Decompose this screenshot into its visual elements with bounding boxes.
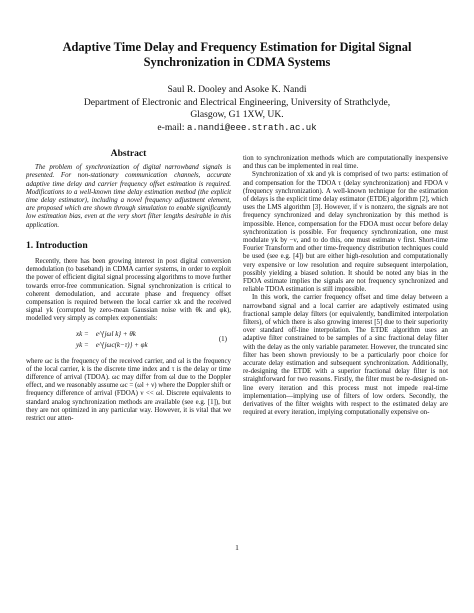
eq-rhs-x: e^{jωl k} + θk: [95, 329, 136, 338]
email-line: [0, 122, 474, 135]
section-1-heading: 1. Introduction: [26, 239, 88, 251]
address: Glasgow, G1 1XW, UK.: [190, 109, 284, 120]
title-line-1: Adaptive Time Delay and Frequency Estimation for Digital Signal: [62, 40, 412, 54]
intro-paragraph-1: Recently, there has been growing interest in post digital conversion demodulation (to baseband) in CDMA carrier systems, in order to exploit the power of efficient digital signal processing algorithms to move further towards error-free communication. Signal synchronization is critical to coherent demodulation, and accurate phase and frequency offset compensation is required between the local carrier xk and the received signal yk (corrupted by zero-mean Gaussian noise with θk and φk), modelled very simply as complex exponentials:: [26, 258, 231, 323]
equation-row-y: [76, 341, 148, 349]
author-names: Saul R. Dooley and Asoke K. Nandi: [167, 84, 307, 95]
equation-1: [26, 330, 231, 352]
intro-paragraph-2: where ωc is the frequency of the received carrier, and ωl is the frequency of the local carrier, k is the discrete time index and τ is the delay or time difference of arrival (TDOA). ωc may differ from ωl due to the Doppler effect, and we reasonably assume ωc = (ωl + ν) where the Doppler shift or frequency difference of arrival (FDOA) ν << ωl. Discrete equivalents to standard analog synchronization methods are available (see e.g. [1]), but they are not optimized in any particular way. However, it is vital that we restrict our atten-: [26, 357, 231, 423]
eq-lhs-y: yk =: [76, 340, 89, 349]
equation-row-x: [76, 330, 136, 338]
email-label: e-mail:: [157, 121, 185, 133]
abstract-text: The problem of synchronization of digital narrowband signals is presented. For non-stationary communication channels, accurate adaptive time delay and carrier frequency offset estimation is required. Modifications to a well-known time delay estimation method (the explicit time delay estimator), including a novel frequency adjustment element, are proposed which are shown through simulation to enable significantly low estimation bias, even at the very short filter lengths desirable in this application.: [26, 164, 231, 229]
title-line-2: Synchronization in CDMA Systems: [143, 55, 331, 69]
affiliation: Department of Electronic and Electrical Engineering, University of Strathclyde,: [83, 96, 391, 108]
left-column: [26, 150, 231, 423]
eq-rhs-y: e^{jωc(k−τ)} + φk: [95, 340, 148, 349]
right-paragraph-3: In this work, the carrier frequency offset and time delay between a narrowband signal and a local carrier are adaptively estimated using fractional sample delay filters (or equivalently, bandlimited interpolation filters), of which there is also growing interest [5] due to their superiority over standard off-line interpolation. The ETDE algorithm uses an adaptive filter constrained to be samples of a sinc fractional delay filter with the delay as the only variable parameter. However, the truncated sinc filter has been shown previously to be a particularly poor choice for accurate delay estimation and subsequent synchronization. Additionally, re-designing the ETDE with a superior fractional delay filter is not straightforward for two reasons. Firstly, the filter must be re-designed on-line every iteration and this process must not impede real-time implementation—implying use of filters of low orders. Secondly, the derivatives of the filter weights with respect to the estimated delay are required at every iteration, implying computationally expensive on-: [243, 294, 448, 417]
right-paragraph-2: Synchronization of xk and yk is comprised of two parts: estimation of and compensation for the TDOA τ (delay synchronization) and FDOA ν (frequency synchronization). A well-known technique for the estimation of delays is the explicit time delay estimator (ETDE) algorithm [2], which uses the LMS algorithm [3]. However, if ν is nonzero, the signals are not frequency synchronized and delay synchronization by this method is impossible. Hence, compensation for the FDOA must occur before delay synchronization is possible. For frequency synchronization, one must modulate yk by −ν, and to do this, one must estimate ν first. Short-time Fourier Transform and other time-frequency distribution techniques could be used (see e.g. [4]) but are either high-resolution and computationally very expensive or low resolution and require subsequent interpolation, possibly yielding a biased solution. It should be noted any bias in the FDOA estimate implies the signals are not frequency synchronized and reliable TDOA estimation is still impossible.: [243, 171, 448, 294]
page-number: 1: [235, 543, 239, 552]
right-column: [243, 155, 448, 418]
eq-lhs-x: xk =: [76, 329, 89, 338]
paper-title: [0, 40, 474, 70]
abstract-heading: Abstract: [110, 148, 147, 159]
equation-number: (1): [218, 334, 227, 343]
author-block: [0, 84, 474, 134]
right-paragraph-1: tion to synchronization methods which are computationally inexpensive and thus can be implemented in real time.: [243, 155, 448, 171]
email-address: a.nandi@eee.strath.ac.uk: [186, 122, 317, 133]
